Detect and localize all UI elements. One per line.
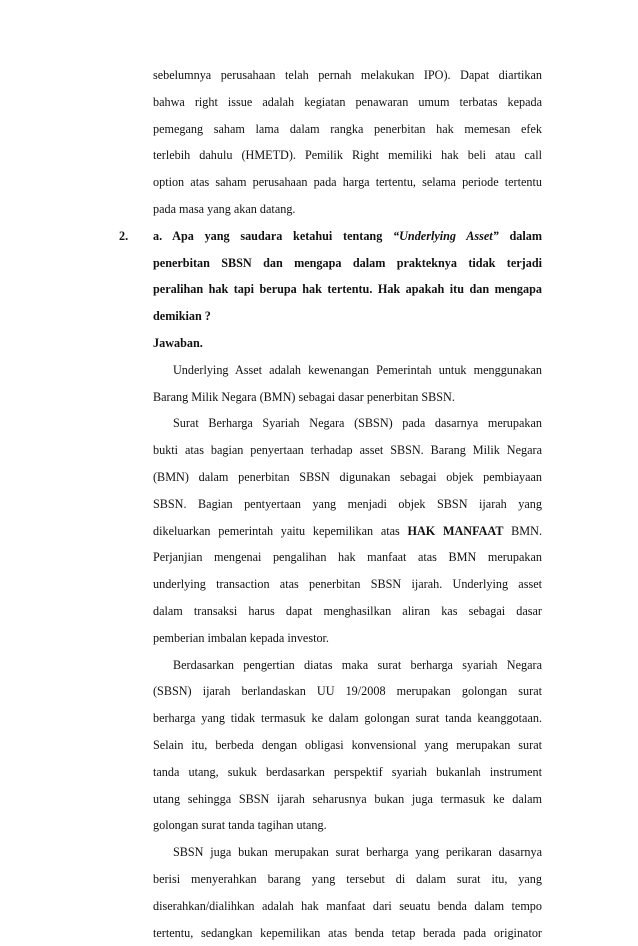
text-line: pemberian imbalan kepada investor. [153, 625, 542, 652]
text-line: dalam transaksi harus dapat menghasilkan aliran kas sebagai dasar [153, 598, 542, 625]
text-line: sebelumnya perusahaan telah pernah melakukan IPO). Dapat diartikan [153, 62, 542, 89]
question-line [153, 223, 542, 250]
text-line: (BMN) dalam penerbitan SBSN digunakan sebagai objek pembiayaan [153, 464, 542, 491]
text-line: (SBSN) ijarah berlandaskan UU 19/2008 merupakan golongan surat [153, 678, 542, 705]
text-line: Perjanjian mengenai pengalihan hak manfaat atas BMN merupakan [153, 544, 542, 571]
text-line: Selain itu, berbeda dengan obligasi konvensional yang merupakan surat [153, 732, 542, 759]
text-line: diserahkan/dialihkan adalah hak manfaat dari seuatu benda dalam tempo [153, 893, 542, 920]
text-line: Underlying Asset adalah kewenangan Pemerintah untuk menggunakan [153, 357, 542, 384]
question-line: peralihan hak tapi berupa hak tertentu. Hak apakah itu dan mengapa [153, 276, 542, 303]
text-line: tanda utang, sukuk berdasarkan perspektif syariah bukanlah instrument [153, 759, 542, 786]
text-line: SBSN juga bukan merupakan surat berharga yang perikaran dasarnya [153, 839, 542, 866]
question-text-italic: “Underlying Asset” [393, 229, 499, 243]
paragraph-sbsn [153, 410, 542, 651]
text-line: berharga yang tidak termasuk ke dalam golongan surat tanda keanggotaan. [153, 705, 542, 732]
text-line: option atas saham perusahaan pada harga tertentu, selama periode tertentu [153, 169, 542, 196]
question-text-post: dalam [499, 229, 542, 243]
text-span: dikeluarkan pemerintah yaitu kepemilikan atas [153, 524, 408, 538]
paragraph-right-issue [153, 62, 542, 223]
paragraph-underlying-asset [153, 357, 542, 411]
text-line: pemegang saham lama dalam rangka penerbitan hak memesan efek [153, 116, 542, 143]
text-line: underlying transaction atas penerbitan SBSN ijarah. Underlying asset [153, 571, 542, 598]
paragraph-definition [153, 652, 542, 840]
text-line: berisi menyerahkan barang yang tersebut di dalam surat itu, yang [153, 866, 542, 893]
text-line: Barang Milik Negara (BMN) sebagai dasar penerbitan SBSN. [153, 384, 542, 411]
text-line: tertentu, sedangkan kepemilikan atas benda tetap berada pada originator [153, 920, 542, 946]
text-line: bukti atas bagian penyertaan terhadap asset SBSN. Barang Milik Negara [153, 437, 542, 464]
question-2 [153, 223, 542, 357]
answer-label: Jawaban. [153, 330, 542, 357]
text-line: terlebih dahulu (HMETD). Pemilik Right memiliki hak beli atau call [153, 142, 542, 169]
text-line: golongan surat tanda tagihan utang. [153, 812, 542, 839]
text-span: BMN. [503, 524, 542, 538]
text-line: bahwa right issue adalah kegiatan penawaran umum terbatas kepada [153, 89, 542, 116]
question-text-pre: a. Apa yang saudara ketahui tentang [153, 229, 393, 243]
text-line: Surat Berharga Syariah Negara (SBSN) pada dasarnya merupakan [153, 410, 542, 437]
document-body [153, 62, 542, 946]
question-number: 2. [119, 223, 128, 250]
text-line [153, 518, 542, 545]
text-line: Berdasarkan pengertian diatas maka surat berharga syariah Negara [153, 652, 542, 679]
paragraph-not-securities [153, 839, 542, 946]
text-line: SBSN. Bagian pentyertaan yang menjadi objek SBSN ijarah yang [153, 491, 542, 518]
question-line: penerbitan SBSN dan mengapa dalam prakteknya tidak terjadi [153, 250, 542, 277]
text-line: pada masa yang akan datang. [153, 196, 542, 223]
text-line: utang sehingga SBSN ijarah seharusnya bukan juga termasuk ke dalam [153, 786, 542, 813]
emphasis-hak-manfaat: HAK MANFAAT [408, 524, 504, 538]
question-line: demikian ? [153, 303, 542, 330]
